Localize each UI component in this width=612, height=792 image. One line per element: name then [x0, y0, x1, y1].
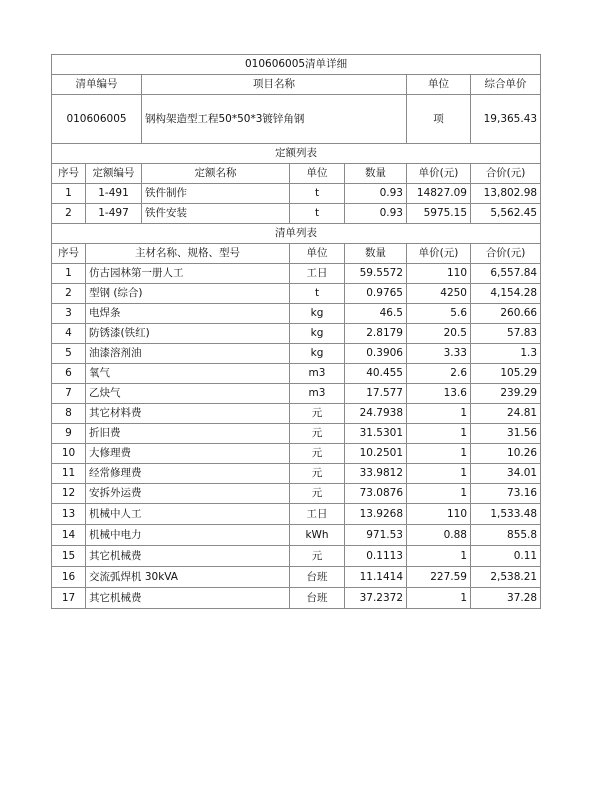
mat-col-unit: 单位 [290, 244, 345, 264]
mat-unit: kWh [290, 525, 345, 546]
mat-unit: 元 [290, 464, 345, 484]
mat-name: 仿古园林第一册人工 [86, 264, 290, 284]
quota-row [52, 184, 541, 204]
mat-qty: 0.9765 [345, 284, 407, 304]
quota-col-price: 单价(元) [407, 164, 471, 184]
mat-price: 13.6 [407, 384, 471, 404]
mat-qty: 24.7938 [345, 404, 407, 424]
materials-section-title: 清单列表 [52, 224, 541, 244]
quota-price: 14827.09 [407, 184, 471, 204]
mat-unit: m3 [290, 364, 345, 384]
material-row [52, 588, 541, 609]
quota-name: 铁件制作 [142, 184, 290, 204]
quota-col-name: 定额名称 [142, 164, 290, 184]
mat-name: 机械中人工 [86, 504, 290, 525]
mat-col-index: 序号 [52, 244, 86, 264]
mat-name: 乙炔气 [86, 384, 290, 404]
mat-col-qty: 数量 [345, 244, 407, 264]
mat-index: 7 [52, 384, 86, 404]
quota-col-index: 序号 [52, 164, 86, 184]
mat-total: 0.11 [471, 546, 541, 567]
quota-price: 5975.15 [407, 204, 471, 224]
mat-index: 17 [52, 588, 86, 609]
quota-code: 1-497 [86, 204, 142, 224]
quota-total: 13,802.98 [471, 184, 541, 204]
mat-qty: 73.0876 [345, 484, 407, 504]
mat-qty: 37.2372 [345, 588, 407, 609]
mat-qty: 0.3906 [345, 344, 407, 364]
code-header: 清单编号 [52, 75, 142, 95]
mat-qty: 40.455 [345, 364, 407, 384]
mat-name: 经常修理费 [86, 464, 290, 484]
mat-qty: 46.5 [345, 304, 407, 324]
item-price: 19,365.43 [471, 95, 541, 144]
unit-header: 单位 [407, 75, 471, 95]
mat-name: 大修理费 [86, 444, 290, 464]
item-name: 钢构架造型工程50*50*3镀锌角钢 [142, 95, 407, 144]
mat-name: 电焊条 [86, 304, 290, 324]
name-header: 项目名称 [142, 75, 407, 95]
material-row [52, 284, 541, 304]
material-row [52, 324, 541, 344]
mat-total: 10.26 [471, 444, 541, 464]
mat-index: 2 [52, 284, 86, 304]
price-header: 综合单价 [471, 75, 541, 95]
mat-total: 105.29 [471, 364, 541, 384]
mat-total: 4,154.28 [471, 284, 541, 304]
mat-index: 16 [52, 567, 86, 588]
material-row [52, 304, 541, 324]
mat-unit: kg [290, 304, 345, 324]
mat-qty: 33.9812 [345, 464, 407, 484]
material-row [52, 546, 541, 567]
mat-index: 6 [52, 364, 86, 384]
quota-name: 铁件安装 [142, 204, 290, 224]
mat-index: 12 [52, 484, 86, 504]
mat-qty: 31.5301 [345, 424, 407, 444]
material-row [52, 384, 541, 404]
mat-index: 8 [52, 404, 86, 424]
quota-index: 2 [52, 204, 86, 224]
mat-index: 10 [52, 444, 86, 464]
mat-unit: 台班 [290, 588, 345, 609]
mat-index: 4 [52, 324, 86, 344]
mat-name: 型钢 (综合) [86, 284, 290, 304]
material-row [52, 424, 541, 444]
mat-col-name: 主材名称、规格、型号 [86, 244, 290, 264]
material-row [52, 364, 541, 384]
mat-unit: 元 [290, 424, 345, 444]
mat-qty: 971.53 [345, 525, 407, 546]
mat-qty: 2.8179 [345, 324, 407, 344]
mat-name: 防锈漆(铁红) [86, 324, 290, 344]
mat-unit: 台班 [290, 567, 345, 588]
detail-table [51, 54, 541, 609]
material-row [52, 484, 541, 504]
mat-unit: m3 [290, 384, 345, 404]
quota-col-qty: 数量 [345, 164, 407, 184]
mat-total: 31.56 [471, 424, 541, 444]
material-row [52, 567, 541, 588]
mat-unit: kg [290, 324, 345, 344]
item-code: 010606005 [52, 95, 142, 144]
mat-total: 1.3 [471, 344, 541, 364]
mat-index: 14 [52, 525, 86, 546]
mat-price: 1 [407, 546, 471, 567]
mat-name: 其它材料费 [86, 404, 290, 424]
mat-unit: 元 [290, 404, 345, 424]
mat-qty: 10.2501 [345, 444, 407, 464]
mat-qty: 0.1113 [345, 546, 407, 567]
mat-price: 1 [407, 484, 471, 504]
mat-index: 9 [52, 424, 86, 444]
mat-total: 73.16 [471, 484, 541, 504]
mat-price: 1 [407, 404, 471, 424]
mat-index: 13 [52, 504, 86, 525]
quota-header-row [52, 164, 541, 184]
mat-unit: 元 [290, 484, 345, 504]
mat-total: 239.29 [471, 384, 541, 404]
mat-price: 110 [407, 504, 471, 525]
mat-qty: 59.5572 [345, 264, 407, 284]
quota-qty: 0.93 [345, 204, 407, 224]
page-title: 010606005清单详细 [52, 55, 541, 75]
mat-unit: 元 [290, 444, 345, 464]
mat-price: 0.88 [407, 525, 471, 546]
mat-total: 855.8 [471, 525, 541, 546]
material-row [52, 264, 541, 284]
mat-name: 其它机械费 [86, 588, 290, 609]
material-row [52, 344, 541, 364]
mat-total: 260.66 [471, 304, 541, 324]
mat-total: 1,533.48 [471, 504, 541, 525]
mat-price: 1 [407, 588, 471, 609]
mat-unit: 工日 [290, 504, 345, 525]
mat-total: 34.01 [471, 464, 541, 484]
mat-qty: 13.9268 [345, 504, 407, 525]
mat-price: 2.6 [407, 364, 471, 384]
material-row [52, 464, 541, 484]
mat-name: 油漆溶剂油 [86, 344, 290, 364]
mat-price: 1 [407, 444, 471, 464]
mat-price: 227.59 [407, 567, 471, 588]
mat-name: 机械中电力 [86, 525, 290, 546]
item-unit: 项 [407, 95, 471, 144]
materials-header-row [52, 244, 541, 264]
quota-index: 1 [52, 184, 86, 204]
mat-col-price: 单价(元) [407, 244, 471, 264]
mat-name: 氧气 [86, 364, 290, 384]
mat-index: 5 [52, 344, 86, 364]
mat-price: 20.5 [407, 324, 471, 344]
material-row [52, 504, 541, 525]
mat-total: 2,538.21 [471, 567, 541, 588]
mat-total: 37.28 [471, 588, 541, 609]
quota-col-code: 定额编号 [86, 164, 142, 184]
mat-qty: 11.1414 [345, 567, 407, 588]
mat-index: 11 [52, 464, 86, 484]
quota-row [52, 204, 541, 224]
quota-col-unit: 单位 [290, 164, 345, 184]
mat-unit: t [290, 284, 345, 304]
mat-total: 57.83 [471, 324, 541, 344]
quota-section-title: 定额列表 [52, 144, 541, 164]
material-row [52, 404, 541, 424]
quota-code: 1-491 [86, 184, 142, 204]
mat-price: 4250 [407, 284, 471, 304]
mat-price: 1 [407, 464, 471, 484]
mat-name: 安拆外运费 [86, 484, 290, 504]
mat-price: 3.33 [407, 344, 471, 364]
mat-index: 3 [52, 304, 86, 324]
mat-index: 1 [52, 264, 86, 284]
mat-unit: 元 [290, 546, 345, 567]
quota-qty: 0.93 [345, 184, 407, 204]
mat-unit: kg [290, 344, 345, 364]
mat-price: 5.6 [407, 304, 471, 324]
mat-name: 折旧费 [86, 424, 290, 444]
mat-name: 其它机械费 [86, 546, 290, 567]
mat-col-total: 合价(元) [471, 244, 541, 264]
mat-qty: 17.577 [345, 384, 407, 404]
mat-unit: 工日 [290, 264, 345, 284]
mat-total: 24.81 [471, 404, 541, 424]
mat-price: 110 [407, 264, 471, 284]
mat-price: 1 [407, 424, 471, 444]
mat-total: 6,557.84 [471, 264, 541, 284]
quota-total: 5,562.45 [471, 204, 541, 224]
material-row [52, 444, 541, 464]
mat-name: 交流弧焊机 30kVA [86, 567, 290, 588]
material-row [52, 525, 541, 546]
mat-index: 15 [52, 546, 86, 567]
quota-unit: t [290, 204, 345, 224]
quota-col-total: 合价(元) [471, 164, 541, 184]
quota-unit: t [290, 184, 345, 204]
